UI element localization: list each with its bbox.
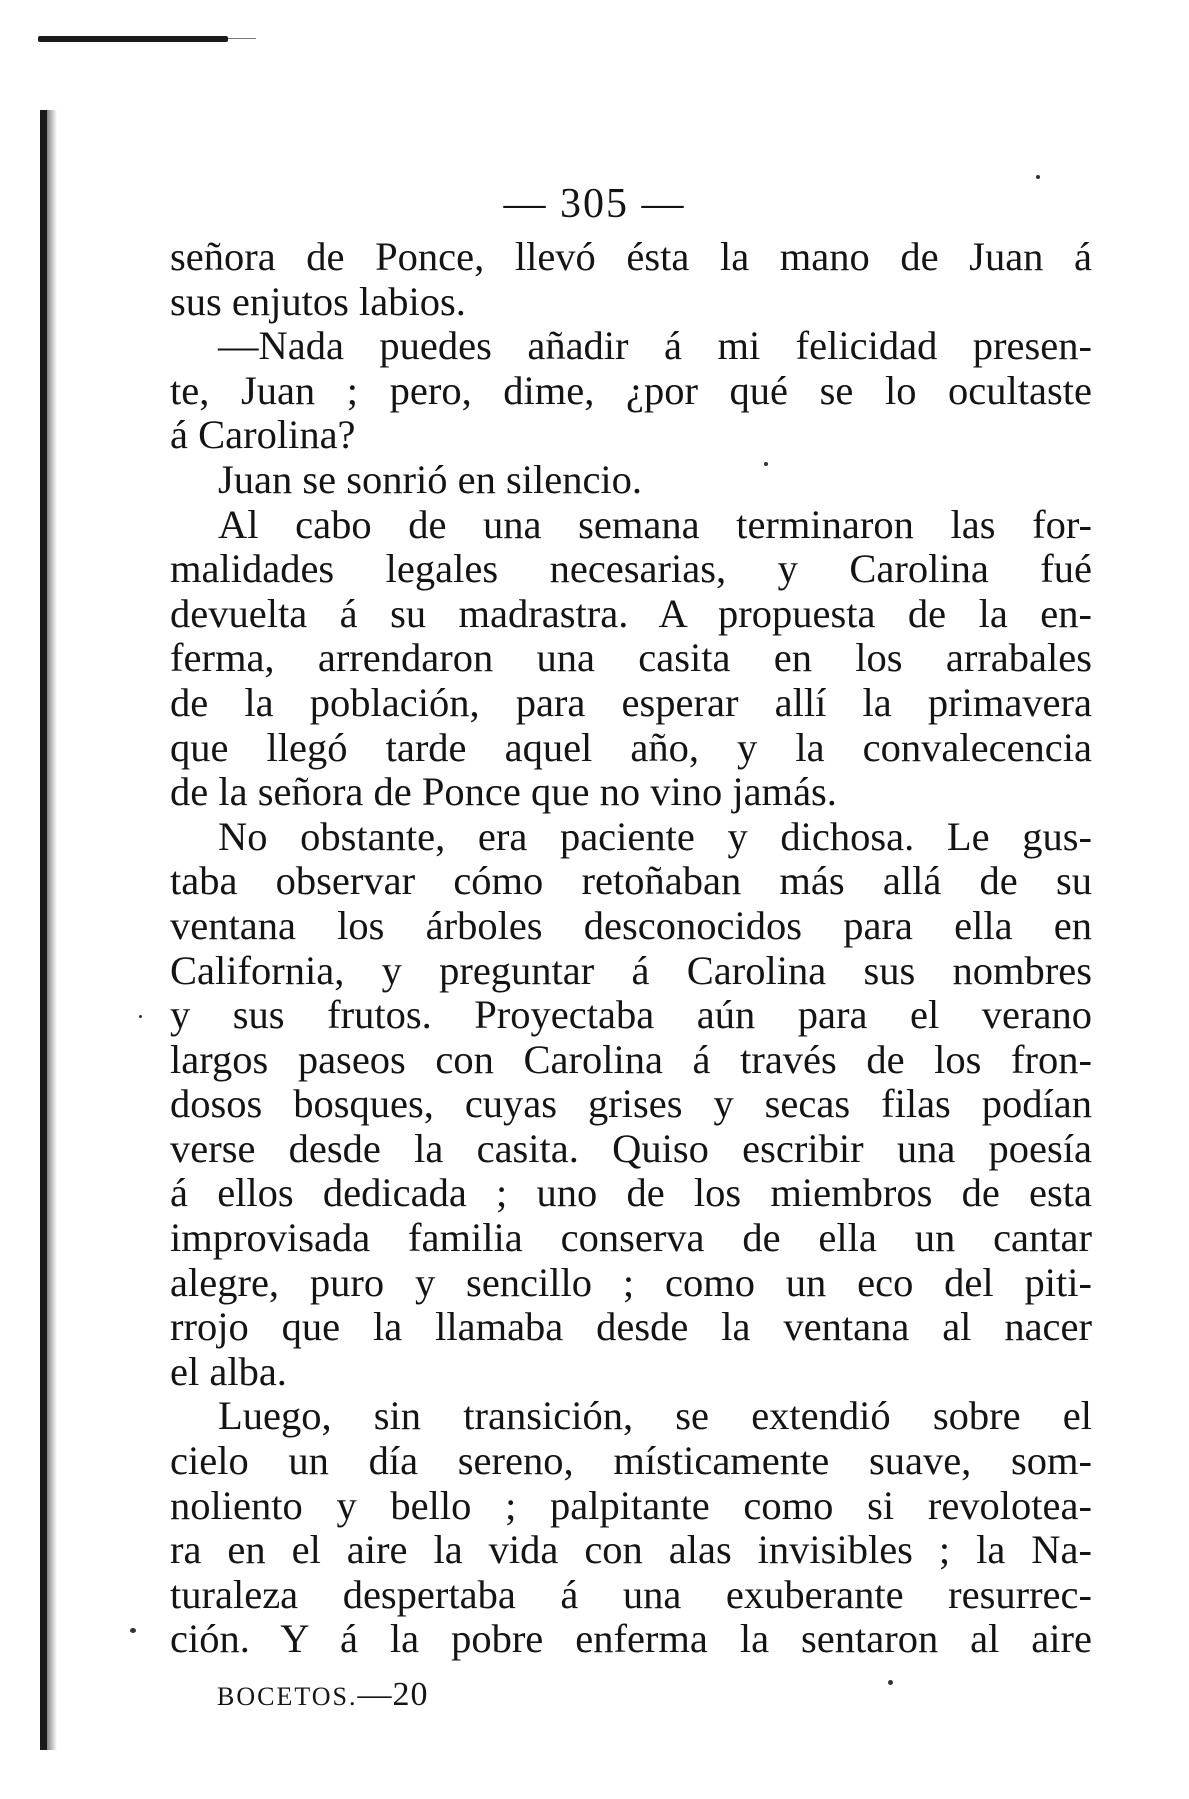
text-line: de la señora de Ponce que no vino jamás. <box>170 769 837 815</box>
body-text <box>170 235 1092 1662</box>
text-line: á ellos dedicada ; uno de los miembros de esta <box>170 1170 1092 1216</box>
scan-speck <box>130 1628 136 1633</box>
scan-page-edge-shadow <box>47 110 57 1750</box>
text-line: ventana los árboles desconocidos para ella en <box>170 902 1092 948</box>
scan-speck <box>1036 175 1040 179</box>
text-line: ra en el aire la vida con alas invisibles ; la Na- <box>170 1527 1092 1573</box>
text-line: malidades legales necesarias, y Carolina fué <box>170 546 1092 592</box>
text-line: Luego, sin transición, se extendió sobre el <box>218 1393 1092 1439</box>
page-number: — 305 — <box>503 181 686 227</box>
text-line: alegre, puro y sencillo ; como un eco del piti- <box>170 1259 1092 1305</box>
text-line: taba observar cómo retoñaban más allá de su <box>170 858 1092 904</box>
text-line: sus enjutos labios. <box>170 278 466 324</box>
text-line: de la población, para esperar allí la primavera <box>170 679 1092 725</box>
scan-speck <box>139 1015 142 1018</box>
signature-mark <box>217 1676 429 1714</box>
text-line: Juan se sonrió en silencio. <box>218 456 643 502</box>
text-line: señora de Ponce, llevó ésta la mano de Juan á <box>170 234 1092 279</box>
text-line: rrojo que la llamaba desde la ventana al nacer <box>170 1304 1092 1350</box>
text-line: turaleza despertaba á una exuberante resurrec- <box>170 1571 1092 1617</box>
text-line: y sus frutos. Proyectaba aún para el verano <box>170 992 1092 1038</box>
text-line: te, Juan ; pero, dime, ¿por qué se lo ocultaste <box>170 367 1092 413</box>
text-line: Al cabo de una semana terminaron las for- <box>218 501 1092 547</box>
scan-top-rule-tail <box>228 38 256 39</box>
text-line: devuelta á su madrastra. A propuesta de la en- <box>170 590 1092 636</box>
text-line: dosos bosques, cuyas grises y secas filas podían <box>170 1081 1092 1127</box>
text-line: verse desde la casita. Quiso escribir una poesía <box>170 1125 1092 1171</box>
text-line: largos paseos con Carolina á través de los fron- <box>170 1036 1092 1082</box>
text-line: cielo un día sereno, místicamente suave, som- <box>170 1438 1092 1484</box>
text-line: ción. Y á la pobre enferma la sentaron al aire <box>170 1616 1092 1662</box>
text-line: ferma, arrendaron una casita en los arrabales <box>170 635 1092 681</box>
scan-top-rule <box>38 36 228 42</box>
text-line: —Nada puedes añadir á mi felicidad presen- <box>218 323 1092 369</box>
text-line: improvisada familia conserva de ella un cantar <box>170 1215 1092 1261</box>
text-line: No obstante, era paciente y dichosa. Le gus- <box>218 813 1092 859</box>
signature-number: —20 <box>357 1676 429 1713</box>
text-line: noliento y bello ; palpitante como si revolotea- <box>170 1482 1092 1528</box>
signature-label: BOCETOS. <box>217 1682 358 1711</box>
text-line: que llegó tarde aquel año, y la convalecencia <box>170 724 1092 770</box>
scan-page-edge <box>40 110 47 1750</box>
scan-speck <box>888 1680 893 1685</box>
text-line: California, y preguntar á Carolina sus nombres <box>170 947 1092 993</box>
scan-speck <box>764 462 768 466</box>
text-line: á Carolina? <box>170 412 356 458</box>
text-line: el alba. <box>170 1348 287 1394</box>
